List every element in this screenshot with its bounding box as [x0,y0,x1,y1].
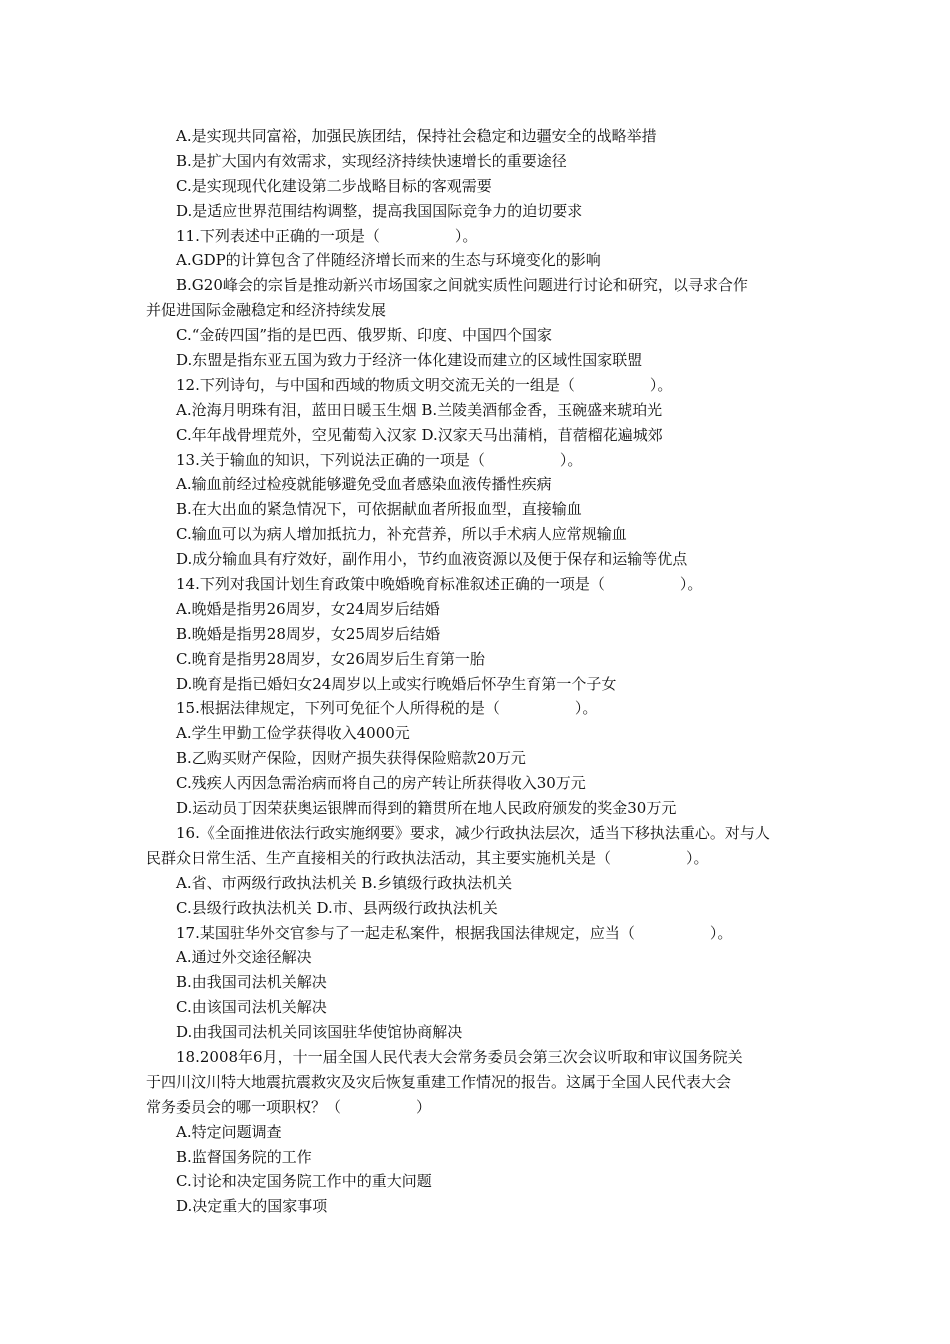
text-line: 14.下列对我国计划生育政策中晚婚晚育标准叙述正确的一项是（ ）。 [176,575,703,594]
text-line: C.输血可以为病人增加抵抗力，补充营养，所以手术病人应常规输血 [176,525,627,544]
text-line: C.县级行政执法机关 D.市、县两级行政执法机关 [176,898,498,917]
document-body [146,124,808,1219]
text-line: A.学生甲勤工俭学获得收入4000元 [176,724,410,743]
text-line: A.GDP的计算包含了伴随经济增长而来的生态与环境变化的影响 [176,251,601,270]
text-line: C.“金砖四国”指的是巴西、俄罗斯、印度、中国四个国家 [176,326,553,345]
text-line: B.乙购买财产保险，因财产损失获得保险赔款20万元 [176,749,526,768]
text-line: A.沧海月明珠有泪，蓝田日暖玉生烟 B.兰陵美酒郁金香，玉碗盛来琥珀光 [176,400,663,419]
text-line: 16.《全面推进依法行政实施纲要》要求，减少行政执法层次，适当下移执法重心。对与人 [176,823,770,842]
text-line: D.运动员丁因荣获奥运银牌而得到的籍贯所在地人民政府颁发的奖金30万元 [176,799,677,818]
text-line: B.由我国司法机关解决 [176,973,327,992]
text-line: A.特定问题调查 [176,1122,282,1141]
text-line: 17.某国驻华外交官参与了一起走私案件，根据我国法律规定，应当（ ）。 [176,923,733,942]
text-line: B.监督国务院的工作 [176,1147,312,1166]
text-line: C.残疾人丙因急需治病而将自己的房产转让所获得收入30万元 [176,774,586,793]
text-line: B.晚婚是指男28周岁，女25周岁后结婚 [176,624,440,643]
text-line: D.东盟是指东亚五国为致力于经济一体化建设而建立的区域性国家联盟 [176,351,643,370]
text-line: A.晚婚是指男26周岁，女24周岁后结婚 [176,599,440,618]
text-line: D.决定重大的国家事项 [176,1197,328,1216]
text-line: 民群众日常生活、生产直接相关的行政执法活动，其主要实施机关是（ ）。 [146,848,709,867]
text-line: D.晚育是指已婚妇女24周岁以上或实行晚婚后怀孕生育第一个子女 [176,674,617,693]
text-line: D.成分输血具有疗效好，副作用小，节约血液资源以及便于保存和运输等优点 [176,550,688,569]
text-line: A.省、市两级行政执法机关 B.乡镇级行政执法机关 [176,873,513,892]
text-line: C.是实现现代化建设第二步战略目标的客观需要 [176,176,492,195]
text-line: 12.下列诗句，与中国和西域的物质文明交流无关的一组是（ ）。 [176,375,673,394]
text-line: 并促进国际金融稳定和经济持续发展 [146,301,387,320]
text-line: B.在大出血的紧急情况下，可依据献血者所报血型，直接输血 [176,500,582,519]
text-line: 15.根据法律规定，下列可免征个人所得税的是（ ）。 [176,699,598,718]
text-line: C.由该国司法机关解决 [176,998,327,1017]
text-line: 11.下列表述中正确的一项是（ ）。 [176,226,478,245]
text-line: C.讨论和决定国务院工作中的重大问题 [176,1172,432,1191]
text-line: 常务委员会的哪一项职权？（ ） [146,1097,432,1116]
text-line: B.是扩大国内有效需求，实现经济持续快速增长的重要途径 [176,151,567,170]
text-line: D.由我国司法机关同该国驻华使馆协商解决 [176,1023,463,1042]
text-line: B.G20峰会的宗旨是推动新兴市场国家之间就实质性问题进行讨论和研究，以寻求合作 [176,276,748,295]
text-line: A.通过外交途径解决 [176,948,312,967]
text-line: 于四川汶川特大地震抗震救灾及灾后恢复重建工作情况的报告。这属于全国人民代表大会 [146,1072,732,1091]
text-line: A.输血前经过检疫就能够避免受血者感染血液传播性疾病 [176,475,552,494]
text-line: A.是实现共同富裕，加强民族团结，保持社会稳定和边疆安全的战略举措 [176,127,657,145]
text-line: 13.关于输血的知识，下列说法正确的一项是（ ）。 [176,450,583,469]
text-line: D.是适应世界范围结构调整，提高我国国际竞争力的迫切要求 [176,201,583,220]
text-line: C.年年战骨埋荒外，空见葡萄入汉家 D.汉家天马出蒲梢，苜蓿榴花遍城郊 [176,425,663,444]
text-line: 18.2008年6月，十一届全国人民代表大会常务委员会第三次会议听取和审议国务院关 [176,1047,743,1066]
text-line: C.晚育是指男28周岁，女26周岁后生育第一胎 [176,649,485,668]
